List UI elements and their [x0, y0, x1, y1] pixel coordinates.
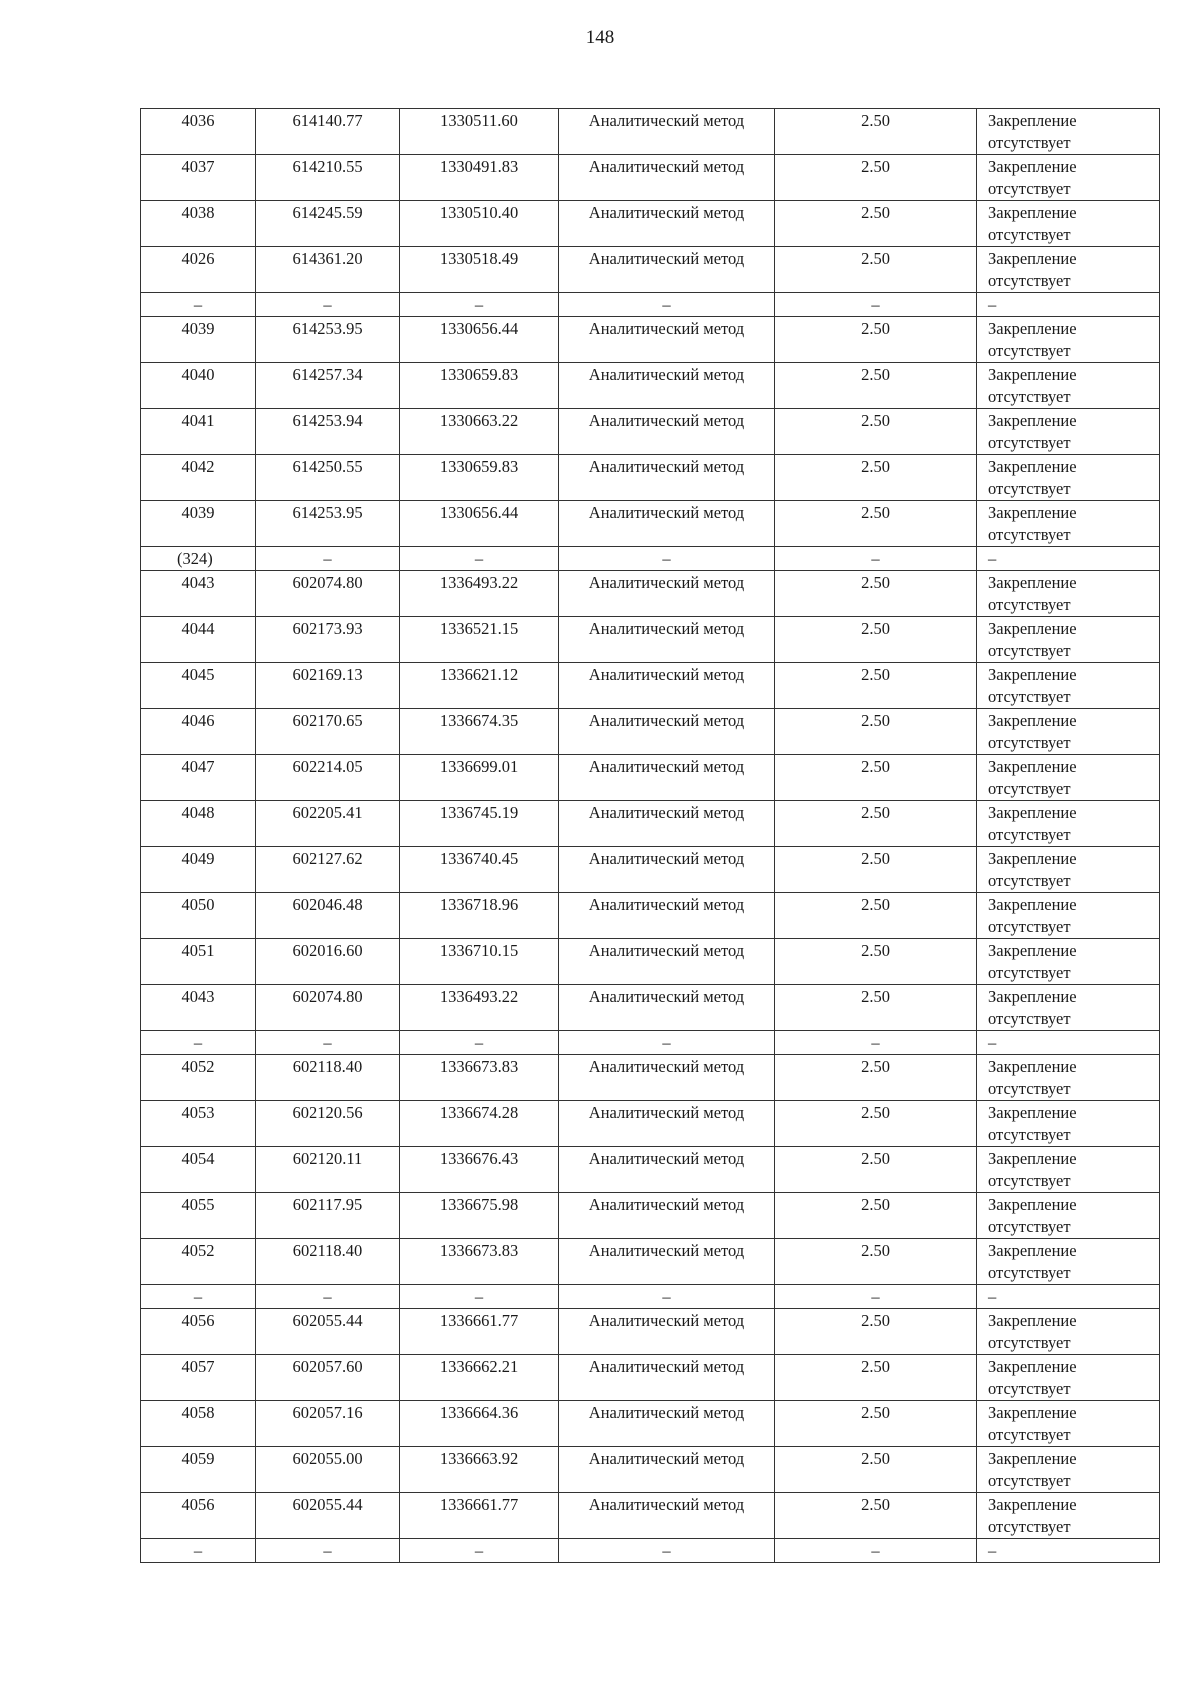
- table-row: [141, 1239, 1160, 1285]
- error-cell: 2.50: [775, 939, 977, 985]
- x-coordinate-cell: 602120.56: [256, 1101, 400, 1147]
- table-row: [141, 1355, 1160, 1401]
- method-cell: Аналитический метод: [559, 1055, 775, 1101]
- fixation-cell: Закрепление отсутствует: [977, 985, 1160, 1031]
- error-cell: 2.50: [775, 1493, 977, 1539]
- separator-row: [141, 547, 1160, 571]
- separator-row: [141, 1539, 1160, 1563]
- method-cell: Аналитический метод: [559, 501, 775, 547]
- point-number-cell: 4047: [141, 755, 256, 801]
- error-cell: 2.50: [775, 317, 977, 363]
- point-number-cell: 4045: [141, 663, 256, 709]
- table-row: [141, 571, 1160, 617]
- method-cell: Аналитический метод: [559, 1239, 775, 1285]
- point-number-cell: 4036: [141, 109, 256, 155]
- x-coordinate-cell: 614253.95: [256, 501, 400, 547]
- y-coordinate-cell: 1330656.44: [400, 501, 559, 547]
- x-coordinate-cell: 614140.77: [256, 109, 400, 155]
- x-coordinate-cell: 602055.00: [256, 1447, 400, 1493]
- error-cell: 2.50: [775, 893, 977, 939]
- point-number-cell: 4043: [141, 571, 256, 617]
- table-row: [141, 663, 1160, 709]
- y-coordinate-cell: 1336740.45: [400, 847, 559, 893]
- method-cell: Аналитический метод: [559, 939, 775, 985]
- table-row: [141, 1401, 1160, 1447]
- method-cell: Аналитический метод: [559, 109, 775, 155]
- x-coordinate-cell: –: [256, 1031, 400, 1055]
- y-coordinate-cell: 1336493.22: [400, 571, 559, 617]
- error-cell: 2.50: [775, 501, 977, 547]
- fixation-cell: Закрепление отсутствует: [977, 1239, 1160, 1285]
- error-cell: 2.50: [775, 1401, 977, 1447]
- y-coordinate-cell: –: [400, 1539, 559, 1563]
- fixation-cell: Закрепление отсутствует: [977, 617, 1160, 663]
- method-cell: Аналитический метод: [559, 455, 775, 501]
- point-number-cell: 4044: [141, 617, 256, 663]
- error-cell: 2.50: [775, 985, 977, 1031]
- y-coordinate-cell: 1330663.22: [400, 409, 559, 455]
- fixation-cell: Закрепление отсутствует: [977, 663, 1160, 709]
- y-coordinate-cell: 1336710.15: [400, 939, 559, 985]
- method-cell: Аналитический метод: [559, 847, 775, 893]
- fixation-cell: Закрепление отсутствует: [977, 409, 1160, 455]
- y-coordinate-cell: 1336521.15: [400, 617, 559, 663]
- method-cell: –: [559, 547, 775, 571]
- method-cell: Аналитический метод: [559, 893, 775, 939]
- error-cell: 2.50: [775, 363, 977, 409]
- y-coordinate-cell: 1336718.96: [400, 893, 559, 939]
- point-number-cell: 4041: [141, 409, 256, 455]
- fixation-cell: –: [977, 1539, 1160, 1563]
- point-number-cell: 4042: [141, 455, 256, 501]
- table-row: [141, 1309, 1160, 1355]
- point-number-cell: 4057: [141, 1355, 256, 1401]
- point-number-cell: 4052: [141, 1055, 256, 1101]
- error-cell: –: [775, 1539, 977, 1563]
- method-cell: Аналитический метод: [559, 1309, 775, 1355]
- fixation-cell: Закрепление отсутствует: [977, 1101, 1160, 1147]
- x-coordinate-cell: 614253.95: [256, 317, 400, 363]
- fixation-cell: Закрепление отсутствует: [977, 201, 1160, 247]
- point-number-cell: 4037: [141, 155, 256, 201]
- table-row: [141, 201, 1160, 247]
- fixation-cell: –: [977, 293, 1160, 317]
- error-cell: 2.50: [775, 801, 977, 847]
- x-coordinate-cell: 602170.65: [256, 709, 400, 755]
- fixation-cell: Закрепление отсутствует: [977, 247, 1160, 293]
- error-cell: 2.50: [775, 571, 977, 617]
- table-row: [141, 847, 1160, 893]
- x-coordinate-cell: 614250.55: [256, 455, 400, 501]
- table-row: [141, 155, 1160, 201]
- coordinates-table-body: [141, 109, 1160, 1563]
- fixation-cell: Закрепление отсутствует: [977, 801, 1160, 847]
- error-cell: 2.50: [775, 1447, 977, 1493]
- table-row: [141, 1055, 1160, 1101]
- y-coordinate-cell: –: [400, 547, 559, 571]
- point-number-cell: –: [141, 1285, 256, 1309]
- error-cell: 2.50: [775, 409, 977, 455]
- y-coordinate-cell: 1336674.35: [400, 709, 559, 755]
- table-row: [141, 247, 1160, 293]
- method-cell: Аналитический метод: [559, 409, 775, 455]
- method-cell: Аналитический метод: [559, 985, 775, 1031]
- y-coordinate-cell: 1336664.36: [400, 1401, 559, 1447]
- fixation-cell: Закрепление отсутствует: [977, 1193, 1160, 1239]
- point-number-cell: 4038: [141, 201, 256, 247]
- point-number-cell: 4049: [141, 847, 256, 893]
- y-coordinate-cell: 1330491.83: [400, 155, 559, 201]
- method-cell: Аналитический метод: [559, 363, 775, 409]
- x-coordinate-cell: 602214.05: [256, 755, 400, 801]
- method-cell: Аналитический метод: [559, 1193, 775, 1239]
- point-number-cell: 4051: [141, 939, 256, 985]
- error-cell: –: [775, 293, 977, 317]
- x-coordinate-cell: 602046.48: [256, 893, 400, 939]
- y-coordinate-cell: –: [400, 1285, 559, 1309]
- x-coordinate-cell: –: [256, 1285, 400, 1309]
- x-coordinate-cell: 614253.94: [256, 409, 400, 455]
- table-row: [141, 755, 1160, 801]
- fixation-cell: Закрепление отсутствует: [977, 755, 1160, 801]
- x-coordinate-cell: 602169.13: [256, 663, 400, 709]
- error-cell: 2.50: [775, 1193, 977, 1239]
- error-cell: 2.50: [775, 847, 977, 893]
- method-cell: –: [559, 1285, 775, 1309]
- fixation-cell: Закрепление отсутствует: [977, 501, 1160, 547]
- point-number-cell: 4056: [141, 1309, 256, 1355]
- method-cell: Аналитический метод: [559, 801, 775, 847]
- x-coordinate-cell: –: [256, 1539, 400, 1563]
- method-cell: Аналитический метод: [559, 1355, 775, 1401]
- y-coordinate-cell: 1330659.83: [400, 363, 559, 409]
- fixation-cell: Закрепление отсутствует: [977, 1355, 1160, 1401]
- y-coordinate-cell: 1336675.98: [400, 1193, 559, 1239]
- x-coordinate-cell: 602205.41: [256, 801, 400, 847]
- y-coordinate-cell: 1336661.77: [400, 1309, 559, 1355]
- method-cell: Аналитический метод: [559, 1101, 775, 1147]
- x-coordinate-cell: 602118.40: [256, 1239, 400, 1285]
- x-coordinate-cell: 614210.55: [256, 155, 400, 201]
- fixation-cell: Закрепление отсутствует: [977, 455, 1160, 501]
- method-cell: Аналитический метод: [559, 663, 775, 709]
- error-cell: 2.50: [775, 617, 977, 663]
- error-cell: 2.50: [775, 1147, 977, 1193]
- method-cell: Аналитический метод: [559, 317, 775, 363]
- method-cell: –: [559, 1031, 775, 1055]
- fixation-cell: Закрепление отсутствует: [977, 1055, 1160, 1101]
- point-number-cell: –: [141, 1539, 256, 1563]
- y-coordinate-cell: 1336674.28: [400, 1101, 559, 1147]
- point-number-cell: 4052: [141, 1239, 256, 1285]
- y-coordinate-cell: 1336673.83: [400, 1239, 559, 1285]
- point-number-cell: 4040: [141, 363, 256, 409]
- fixation-cell: –: [977, 1285, 1160, 1309]
- point-number-cell: –: [141, 293, 256, 317]
- method-cell: Аналитический метод: [559, 201, 775, 247]
- y-coordinate-cell: 1336493.22: [400, 985, 559, 1031]
- error-cell: –: [775, 1031, 977, 1055]
- x-coordinate-cell: –: [256, 293, 400, 317]
- point-number-cell: 4048: [141, 801, 256, 847]
- error-cell: 2.50: [775, 455, 977, 501]
- point-number-cell: 4054: [141, 1147, 256, 1193]
- x-coordinate-cell: 614257.34: [256, 363, 400, 409]
- error-cell: 2.50: [775, 1355, 977, 1401]
- table-row: [141, 1147, 1160, 1193]
- y-coordinate-cell: –: [400, 1031, 559, 1055]
- x-coordinate-cell: 602057.16: [256, 1401, 400, 1447]
- error-cell: 2.50: [775, 109, 977, 155]
- fixation-cell: –: [977, 1031, 1160, 1055]
- point-number-cell: 4059: [141, 1447, 256, 1493]
- x-coordinate-cell: 602117.95: [256, 1193, 400, 1239]
- table-row: [141, 1493, 1160, 1539]
- error-cell: –: [775, 1285, 977, 1309]
- fixation-cell: Закрепление отсутствует: [977, 1147, 1160, 1193]
- table-row: [141, 893, 1160, 939]
- method-cell: –: [559, 293, 775, 317]
- x-coordinate-cell: 602074.80: [256, 571, 400, 617]
- fixation-cell: Закрепление отсутствует: [977, 1493, 1160, 1539]
- fixation-cell: Закрепление отсутствует: [977, 363, 1160, 409]
- y-coordinate-cell: 1336745.19: [400, 801, 559, 847]
- table-row: [141, 1193, 1160, 1239]
- x-coordinate-cell: 614245.59: [256, 201, 400, 247]
- error-cell: 2.50: [775, 155, 977, 201]
- point-number-cell: 4043: [141, 985, 256, 1031]
- y-coordinate-cell: –: [400, 293, 559, 317]
- y-coordinate-cell: 1330656.44: [400, 317, 559, 363]
- point-number-cell: 4058: [141, 1401, 256, 1447]
- fixation-cell: Закрепление отсутствует: [977, 709, 1160, 755]
- method-cell: –: [559, 1539, 775, 1563]
- table-row: [141, 1447, 1160, 1493]
- separator-row: [141, 1285, 1160, 1309]
- coordinates-table: [140, 108, 1160, 1563]
- table-row: [141, 1101, 1160, 1147]
- page-number: 148: [585, 27, 615, 48]
- error-cell: 2.50: [775, 1309, 977, 1355]
- fixation-cell: Закрепление отсутствует: [977, 893, 1160, 939]
- method-cell: Аналитический метод: [559, 1147, 775, 1193]
- x-coordinate-cell: 602055.44: [256, 1493, 400, 1539]
- fixation-cell: Закрепление отсутствует: [977, 571, 1160, 617]
- method-cell: Аналитический метод: [559, 155, 775, 201]
- error-cell: 2.50: [775, 201, 977, 247]
- x-coordinate-cell: 602016.60: [256, 939, 400, 985]
- table-row: [141, 409, 1160, 455]
- fixation-cell: Закрепление отсутствует: [977, 847, 1160, 893]
- error-cell: –: [775, 547, 977, 571]
- y-coordinate-cell: 1330518.49: [400, 247, 559, 293]
- point-number-cell: 4039: [141, 317, 256, 363]
- method-cell: Аналитический метод: [559, 1401, 775, 1447]
- x-coordinate-cell: 602055.44: [256, 1309, 400, 1355]
- point-number-cell: 4026: [141, 247, 256, 293]
- table-row: [141, 455, 1160, 501]
- x-coordinate-cell: 602127.62: [256, 847, 400, 893]
- table-row: [141, 317, 1160, 363]
- method-cell: Аналитический метод: [559, 1447, 775, 1493]
- fixation-cell: Закрепление отсутствует: [977, 1401, 1160, 1447]
- table-row: [141, 501, 1160, 547]
- method-cell: Аналитический метод: [559, 709, 775, 755]
- point-number-cell: 4056: [141, 1493, 256, 1539]
- method-cell: Аналитический метод: [559, 571, 775, 617]
- fixation-cell: Закрепление отсутствует: [977, 939, 1160, 985]
- fixation-cell: Закрепление отсутствует: [977, 317, 1160, 363]
- table-row: [141, 617, 1160, 663]
- separator-row: [141, 293, 1160, 317]
- fixation-cell: Закрепление отсутствует: [977, 1309, 1160, 1355]
- error-cell: 2.50: [775, 709, 977, 755]
- point-number-cell: (324): [141, 547, 256, 571]
- y-coordinate-cell: 1336699.01: [400, 755, 559, 801]
- error-cell: 2.50: [775, 755, 977, 801]
- y-coordinate-cell: 1330511.60: [400, 109, 559, 155]
- x-coordinate-cell: –: [256, 547, 400, 571]
- table-row: [141, 985, 1160, 1031]
- error-cell: 2.50: [775, 1055, 977, 1101]
- y-coordinate-cell: 1336621.12: [400, 663, 559, 709]
- point-number-cell: –: [141, 1031, 256, 1055]
- y-coordinate-cell: 1336676.43: [400, 1147, 559, 1193]
- fixation-cell: Закрепление отсутствует: [977, 1447, 1160, 1493]
- table-row: [141, 939, 1160, 985]
- x-coordinate-cell: 602173.93: [256, 617, 400, 663]
- method-cell: Аналитический метод: [559, 247, 775, 293]
- fixation-cell: –: [977, 547, 1160, 571]
- y-coordinate-cell: 1330659.83: [400, 455, 559, 501]
- table-row: [141, 109, 1160, 155]
- error-cell: 2.50: [775, 1239, 977, 1285]
- x-coordinate-cell: 602057.60: [256, 1355, 400, 1401]
- x-coordinate-cell: 602120.11: [256, 1147, 400, 1193]
- error-cell: 2.50: [775, 663, 977, 709]
- y-coordinate-cell: 1336662.21: [400, 1355, 559, 1401]
- error-cell: 2.50: [775, 1101, 977, 1147]
- x-coordinate-cell: 602074.80: [256, 985, 400, 1031]
- point-number-cell: 4050: [141, 893, 256, 939]
- y-coordinate-cell: 1336661.77: [400, 1493, 559, 1539]
- y-coordinate-cell: 1336673.83: [400, 1055, 559, 1101]
- method-cell: Аналитический метод: [559, 617, 775, 663]
- method-cell: Аналитический метод: [559, 1493, 775, 1539]
- table-row: [141, 709, 1160, 755]
- x-coordinate-cell: 614361.20: [256, 247, 400, 293]
- table-row: [141, 801, 1160, 847]
- separator-row: [141, 1031, 1160, 1055]
- method-cell: Аналитический метод: [559, 755, 775, 801]
- point-number-cell: 4055: [141, 1193, 256, 1239]
- fixation-cell: Закрепление отсутствует: [977, 155, 1160, 201]
- fixation-cell: Закрепление отсутствует: [977, 109, 1160, 155]
- x-coordinate-cell: 602118.40: [256, 1055, 400, 1101]
- y-coordinate-cell: 1330510.40: [400, 201, 559, 247]
- error-cell: 2.50: [775, 247, 977, 293]
- point-number-cell: 4046: [141, 709, 256, 755]
- table-row: [141, 363, 1160, 409]
- point-number-cell: 4053: [141, 1101, 256, 1147]
- y-coordinate-cell: 1336663.92: [400, 1447, 559, 1493]
- point-number-cell: 4039: [141, 501, 256, 547]
